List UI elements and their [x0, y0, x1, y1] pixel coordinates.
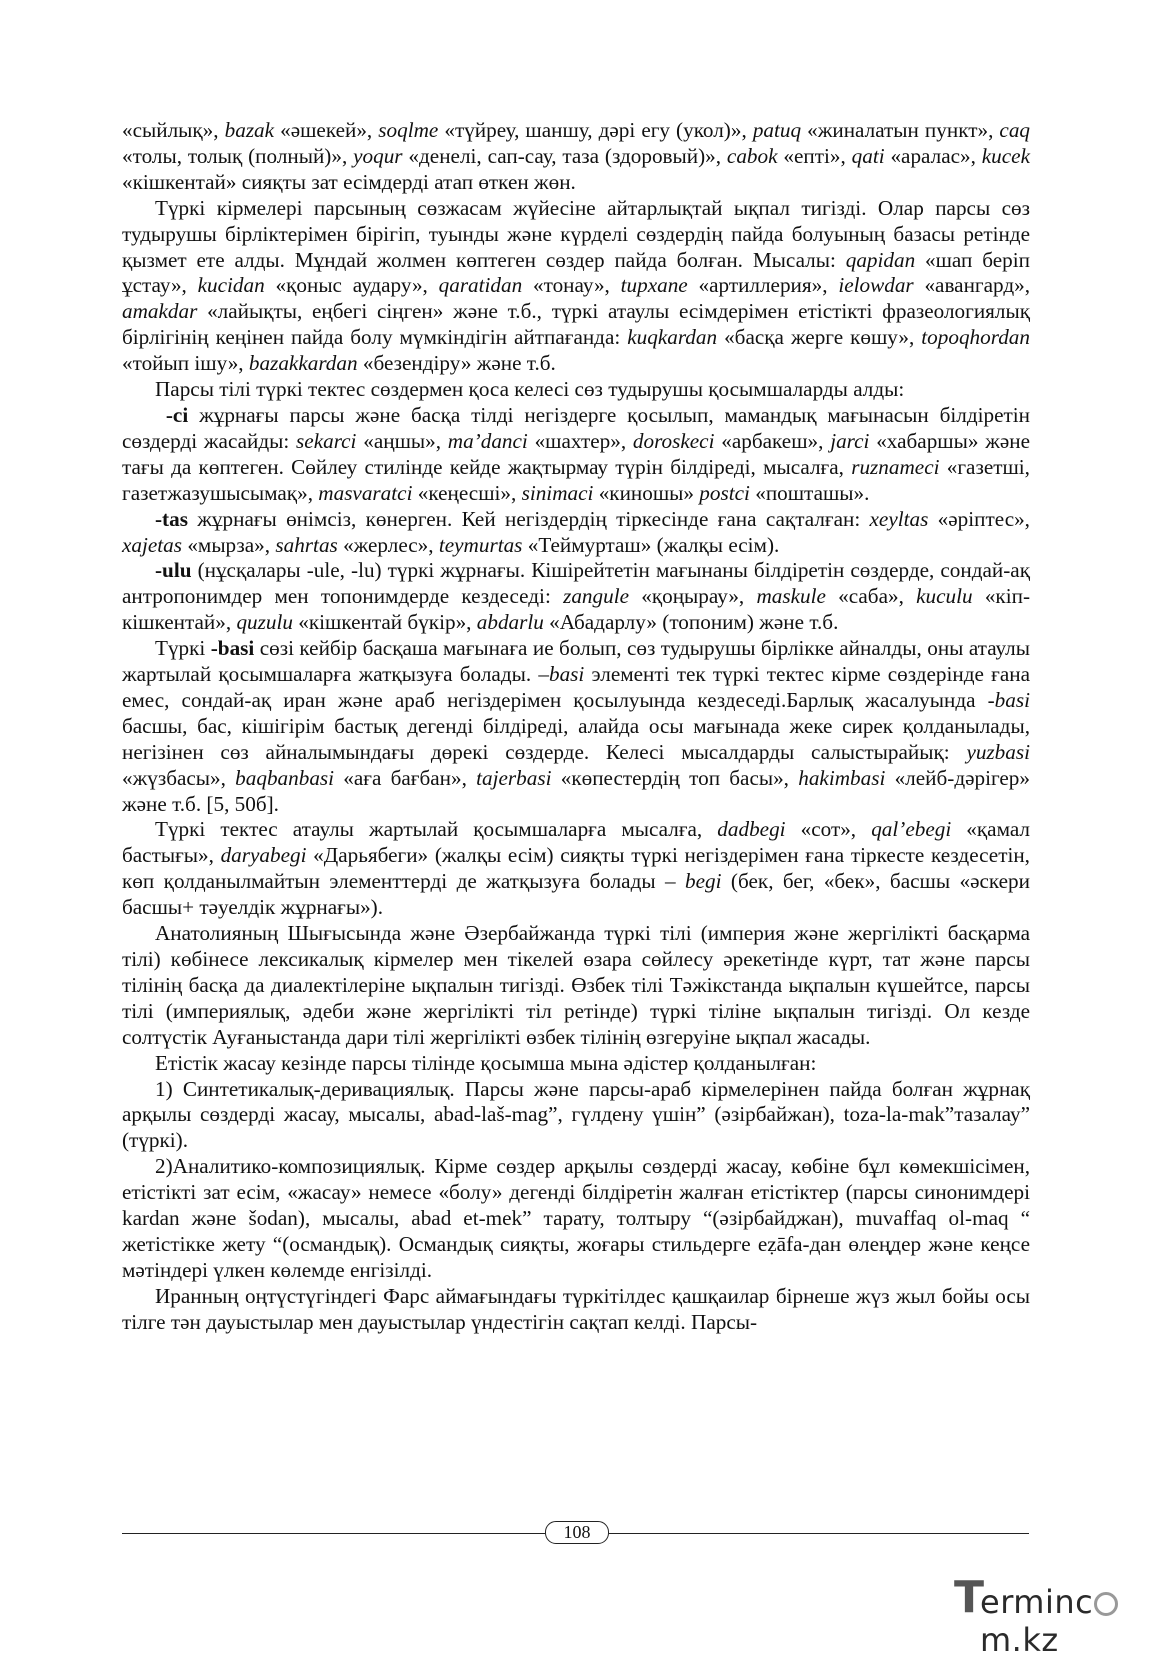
footer-rule-right: [609, 1533, 1029, 1534]
watermark-circle-icon: [1094, 1592, 1118, 1616]
paragraph: Түркі -basi сөзі кейбір басқаша мағынаға ие болып, сөз тудырушы бірлікке айналды, оны атаулы жартылай қосымшаларға жатқызуға болады. –basi элементі тек түркі тектес кірме сөздерінде ғана емес, сондай-ақ иран және араб негіздерімен қосылуында кездеседі.Барлық жасалуында -basi басшы, бас, кішігірім бастық дегенді білдіреді, алайда осы мағынада жеке сирек қолданылады, негізінен сөз айналымындағы дөрекі сөздерде. Келесі мысалдарды салыстырайық: yuzbasi «жүзбасы», baqbanbasi «аға бағбан», tajerbasi «көпестердің топ басы», hakimbasi «лейб-дәрігер» және т.б. [5, 50б].: [122, 636, 1030, 816]
watermark-letter: T: [954, 1572, 985, 1623]
paragraph: -ci жұрнағы парсы және басқа тілді негіздерге қосылып, мамандық мағынасын білдіретін сөздерді жасайды: sekarci «аңшы», ma’danci «шахтер», doroskeci «арбакеш», jarci «хабаршы» және тағы да көптеген. Сөйлеу стилінде кейде жақтырмау түрін білдіреді, мысалға, ruznameci «газетші, газетжазушысымақ», masvaratci «кеңесші», sinimaci «киношы» postci «пошташы».: [122, 402, 1030, 505]
paragraph: Түркі кірмелері парсының сөзжасам жүйесіне айтарлықтай ықпал тигізді. Олар парсы сөз тудырушы бірліктерімен бірігіп, туынды және күрделі сөздердің пайда болуының базасы ретінде қызмет ете алды. Мұндай жолмен көптеген сөздер пайда болған. Мысалы: qapidan «шап беріп ұстау», kucidan «қоныс аудару», qaratidan «тонау», tupxane «артиллерия», ielowdar «авангард», amakdar «лайықты, еңбегі сіңген» және т.б., түркі атаулы есімдерімен етістікті фразеологиялық бірлігінің кеңінен пайда болу мүмкіндігін айтпағанда: kuqkardan «басқа жерге көшу», topoqhordan «тойып ішу», bazakkardan «безендіру» және т.б.: [122, 195, 1030, 376]
footer-rule-left: [122, 1533, 545, 1534]
paragraph: Түркі тектес атаулы жартылай қосымшаларға мысалға, dadbegi «сот», qal’ebegi «қамал бастығы», daryabegi «Дарьябеги» (жалқы есім) сияқты түркі негіздерімен ғана тіркесте кездесетін, көп қолданылмайтын элементтерді де жатқызуға болады – begi (бек, бег, «бек», басшы «әскери басшы+ тәуелдік жұрнағы»).: [122, 817, 1030, 920]
paragraph: Иранның оңтүстүгіндегі Фарс аймағындағы түркітілдес қашқаилар бірнеше жүз жыл бойы осы тілге тән дауыстылар мен дауыстылар үндестігін сақтап келді. Парсы-: [122, 1283, 1030, 1334]
paragraph: Анатолияның Шығысында және Әзербайжанда түркі тілі (империя және жергілікті басқарма тілі) көбінесе лексикалық кірмелер мен тікелей өзара сөйлесу әрекетінде күрт, тат және парсы тілінің басқа да диалектілеріне ықпалын тигізді. Өзбек тілі Тәжікстанда ықпалын күшейтсе, парсы тілі (империялық, әдеби және жергілікті тіл ретінде) түркі тіліне ықпалын тигізді. Ол кезде солтүстік Ауғаныстанда дари тілі жергілікті өзбек тілінің өзгеруіне ықпал жасады.: [122, 921, 1030, 1049]
paragraph: 1) Синтетикалық-деривациялық. Парсы және парсы-араб кірмелерінен пайда болған жұрнақ арқылы сөздерді жасау, мысалы, abad-laš-mag”, гүлдену үшін” (әзірбайжан), toza-la-mak”тазалау” (түркі).: [122, 1076, 1030, 1153]
page-number: 108: [545, 1521, 609, 1544]
paragraph: -ulu (нұсқалары -ule, -lu) түркі жұрнағы. Кішірейтетін мағынаны білдіретін сөздерде, сондай-ақ антропонимдер мен топонимдерде кездеседі: zangule «қоңырау», maskule «саба», kuculu «кіп-кішкентай», quzulu «кішкентай бүкір», abdarlu «Абадарлу» (топоним) және т.б.: [122, 558, 1030, 635]
watermark-text: ermincm.kz: [980, 1583, 1146, 1659]
body-text: [122, 118, 1030, 1336]
watermark-logo: [946, 1572, 1146, 1659]
paragraph: 2)Аналитико-композициялық. Кірме сөздер арқылы сөздерді жасау, көбіне бұл көмекшісімен, етістікті зат есім, «жасау» немесе «болу» дегенді білдіретін жалған етістіктер (парсы синонимдері kardan және šodan), мысалы, abad et-mek” тарату, толтыру “(әзірбайджан), muvaffaq ol-maq “ жетістікке жету “(османдық). Османдық сияқты, жоғары стильдерге eẓāfa-дан өлеңдер және кеңсе мәтіндері үлкен көлемде енгізілді.: [122, 1154, 1030, 1282]
paragraph: «сыйлық», bazak «әшекей», soqlme «түйреу, шаншу, дәрі егу (укол)», patuq «жиналатын пункт», caq «толы, толық (полный)», yoqur «денелі, сап-сау, таза (здоровый)», cabok «епті», qati «аралас», kucek «кішкентай» сияқты зат есімдерді атап өткен жөн.: [122, 118, 1031, 194]
paragraph: Етістік жасау кезінде парсы тілінде қосымша мына әдістер қолданылған:: [155, 1050, 817, 1075]
paragraph: Парсы тілі түркі тектес сөздермен қоса келесі сөз тудырушы қосымшаларды алды:: [155, 377, 905, 402]
paragraph: -tas жұрнағы өнімсіз, көнерген. Кей негіздердің тіркесінде ғана сақталған: xeyltas «әріптес», xajetas «мырза», sahrtas «жерлес», teymurtas «Теймурташ» (жалқы есім).: [122, 506, 1030, 557]
